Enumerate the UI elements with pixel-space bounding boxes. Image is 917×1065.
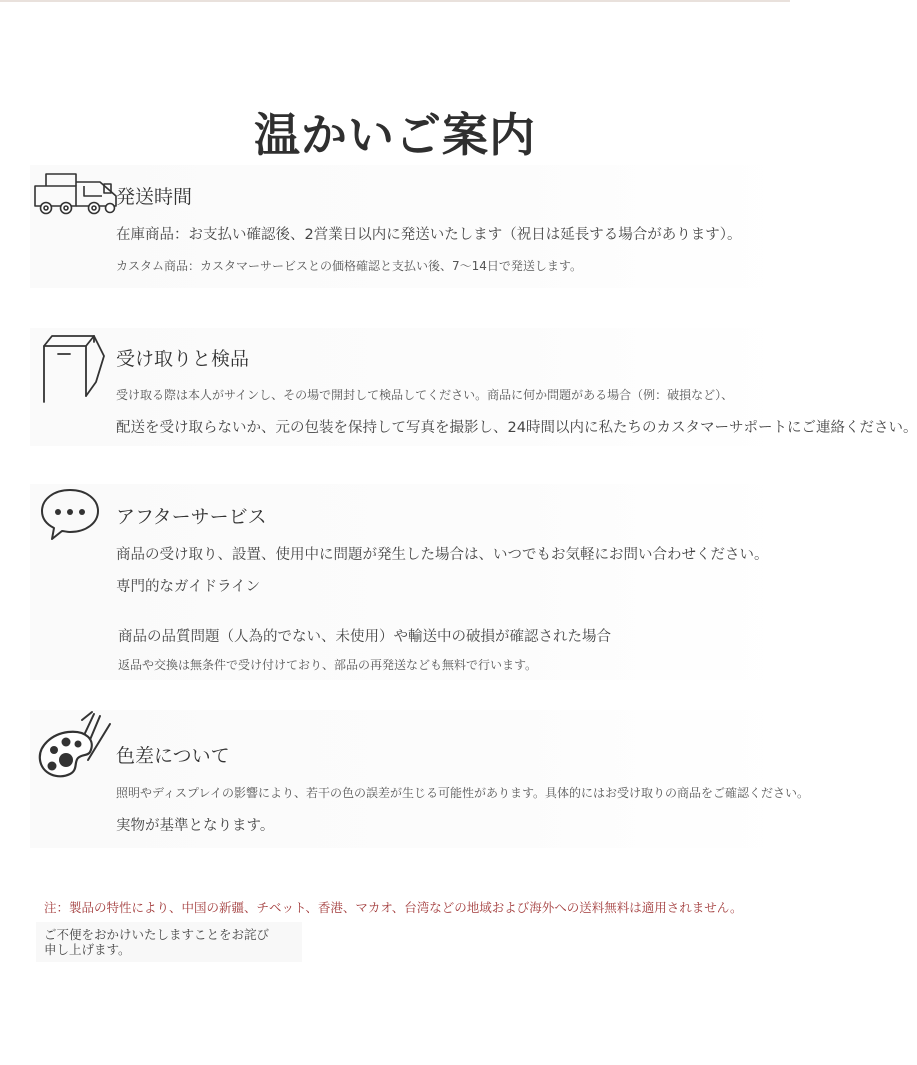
- top-divider: [0, 0, 790, 2]
- section-text: 在庫商品：お支払い確認後、2営業日以内に発送いたします（祝日は延長する場合があります）。: [116, 227, 742, 243]
- section-heading: アフターサービス: [116, 506, 267, 528]
- page-title: 温かいご案内: [254, 107, 536, 162]
- section-heading: 色差について: [116, 745, 230, 767]
- apology-box: [36, 922, 302, 962]
- section-text: 専門的なガイドライン: [116, 579, 261, 595]
- section-after-service: [30, 484, 790, 680]
- section-receiving-inspection: [30, 328, 917, 446]
- section-heading: 発送時間: [116, 186, 193, 208]
- section-heading: 受け取りと検品: [116, 348, 250, 370]
- box-icon: [38, 332, 110, 406]
- section-text: 配送を受け取らないか、元の包装を保持して写真を撮影し、24時間以内に私たちのカスタマーサポートにご連絡ください。: [116, 420, 917, 436]
- section-text: 照明やディスプレイの影響により、若干の色の誤差が生じる可能性があります。具体的にはお受け取りの商品をご確認ください。: [116, 786, 810, 800]
- apology-text: [44, 927, 269, 957]
- section-text: 実物が基準となります。: [116, 818, 275, 834]
- truck-icon: [30, 168, 122, 216]
- section-text: カスタム商品：カスタマーサービスとの価格確認と支払い後、7〜14日で発送します。: [116, 259, 582, 273]
- section-text: 返品や交換は無条件で受け付けており、部品の再発送なども無料で行います。: [118, 658, 538, 672]
- paint-palette-icon: [38, 710, 116, 780]
- section-color-difference: [30, 710, 810, 848]
- section-text: 商品の品質問題（人為的でない、未使用）や輸送中の破損が確認された場合: [118, 629, 611, 645]
- apology-line: 申し上げます。: [44, 942, 131, 957]
- section-shipping-time: [30, 165, 790, 288]
- section-text: 商品の受け取り、設置、使用中に問題が発生した場合は、いつでもお気軽にお問い合わせください。: [116, 547, 769, 563]
- apology-line: ご不便をおかけいたしますことをお詫び: [44, 927, 270, 942]
- chat-bubble-icon: [40, 487, 102, 543]
- section-text: 受け取る際は本人がサインし、その場で開封して検品してください。商品に何か問題がある場合（例：破損など）、: [116, 388, 734, 402]
- shipping-notice: 注：製品の特性により、中国の新疆、チベット、香港、マカオ、台湾などの地域および海外への送料無料は適用されません。: [44, 900, 743, 915]
